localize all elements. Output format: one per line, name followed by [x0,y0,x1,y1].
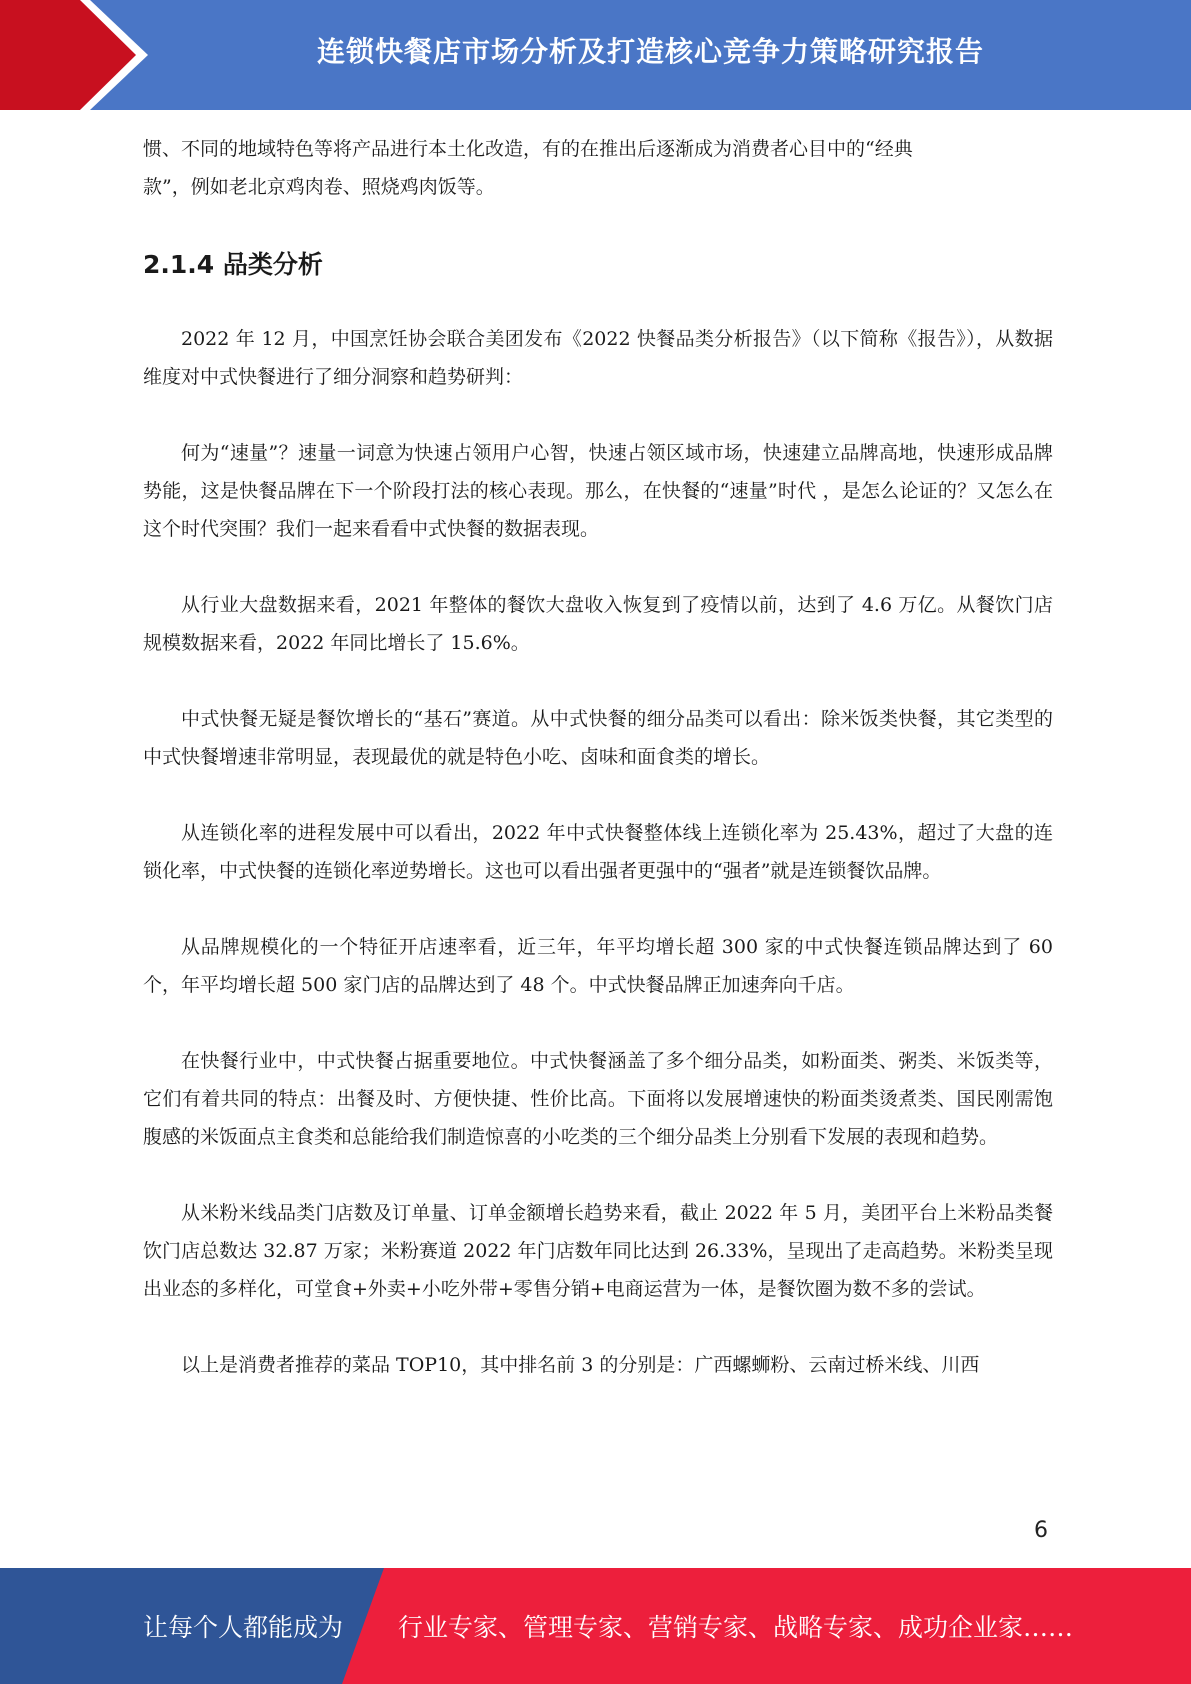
paragraph: 以上是消费者推荐的菜品 TOP10，其中排名前 3 的分别是：广西螺蛳粉、云南过桥米线、川西 [181,1354,980,1376]
page-number: 6 [1034,1518,1048,1543]
document-body [143,130,1053,1384]
intro-text-line-2: 款”，例如老北京鸡肉卷、照烧鸡肉饭等。 [143,176,495,198]
paragraph: 从米粉米线品类门店数及订单量、订单金额增长趋势来看，截止 2022 年 5 月，美团平台上米粉品类餐饮门店总数达 32.87 万家；米粉赛道 2022 年门店数年同比达到 26.33%，呈现出了走高趋势。米粉类呈现出业态的多样化，可堂食+外卖+小吃外带+零售分销+电商运营为一体，是餐饮圈为数不多的尝试。 [143,1202,1053,1300]
header-arrow-decoration [0,0,150,110]
paragraph: 从行业大盘数据来看，2021 年整体的餐饮大盘收入恢复到了疫情以前，达到了 4.6 万亿。从餐饮门店规模数据来看，2022 年同比增长了 15.6%。 [143,594,1053,654]
paragraph: 中式快餐无疑是餐饮增长的“基石”赛道。从中式快餐的细分品类可以看出：除米饭类快餐，其它类型的中式快餐增速非常明显，表现最优的就是特色小吃、卤味和面食类的增长。 [143,708,1053,768]
intro-text-line-1: 惯、不同的地域特色等将产品进行本土化改造，有的在推出后逐渐成为消费者心目中的“经典 [143,138,913,160]
page-footer [0,1568,1191,1684]
page-header [0,0,1191,110]
paragraph: 2022 年 12 月，中国烹饪协会联合美团发布《2022 快餐品类分析报告》（以下简称《报告》），从数据维度对中式快餐进行了细分洞察和趋势研判： [143,328,1053,388]
paragraph: 何为“速量”？速量一词意为快速占领用户心智，快速占领区域市场，快速建立品牌高地，快速形成品牌势能，这是快餐品牌在下一个阶段打法的核心表现。那么，在快餐的“速量”时代 ，是怎么论证的？又怎么在这个时代突围？我们一起来看看中式快餐的数据表现。 [143,442,1053,540]
paragraph: 在快餐行业中，中式快餐占据重要地位。中式快餐涵盖了多个细分品类，如粉面类、粥类、米饭类等，它们有着共同的特点：出餐及时、方便快捷、性价比高。下面将以发展增速快的粉面类烫煮类、国民刚需饱腹感的米饭面点主食类和总能给我们制造惊喜的小吃类的三个细分品类上分别看下发展的表现和趋势。 [143,1050,1053,1148]
paragraph: 从连锁化率的进程发展中可以看出，2022 年中式快餐整体线上连锁化率为 25.43%，超过了大盘的连锁化率，中式快餐的连锁化率逆势增长。这也可以看出强者更强中的“强者”就是连锁餐饮品牌。 [143,822,1053,882]
footer-slogan-right: 行业专家、管理专家、营销专家、战略专家、成功企业家…… [398,1613,1074,1642]
report-title: 连锁快餐店市场分析及打造核心竞争力策略研究报告 [316,35,984,68]
section-heading: 2.1.4 品类分析 [143,250,323,279]
footer-slogan-left: 让每个人都能成为 [143,1613,344,1642]
paragraph: 从品牌规模化的一个特征开店速率看，近三年，年平均增长超 300 家的中式快餐连锁品牌达到了 60 个，年平均增长超 500 家门店的品牌达到了 48 个。中式快餐品牌正加速奔向千店。 [143,936,1053,996]
